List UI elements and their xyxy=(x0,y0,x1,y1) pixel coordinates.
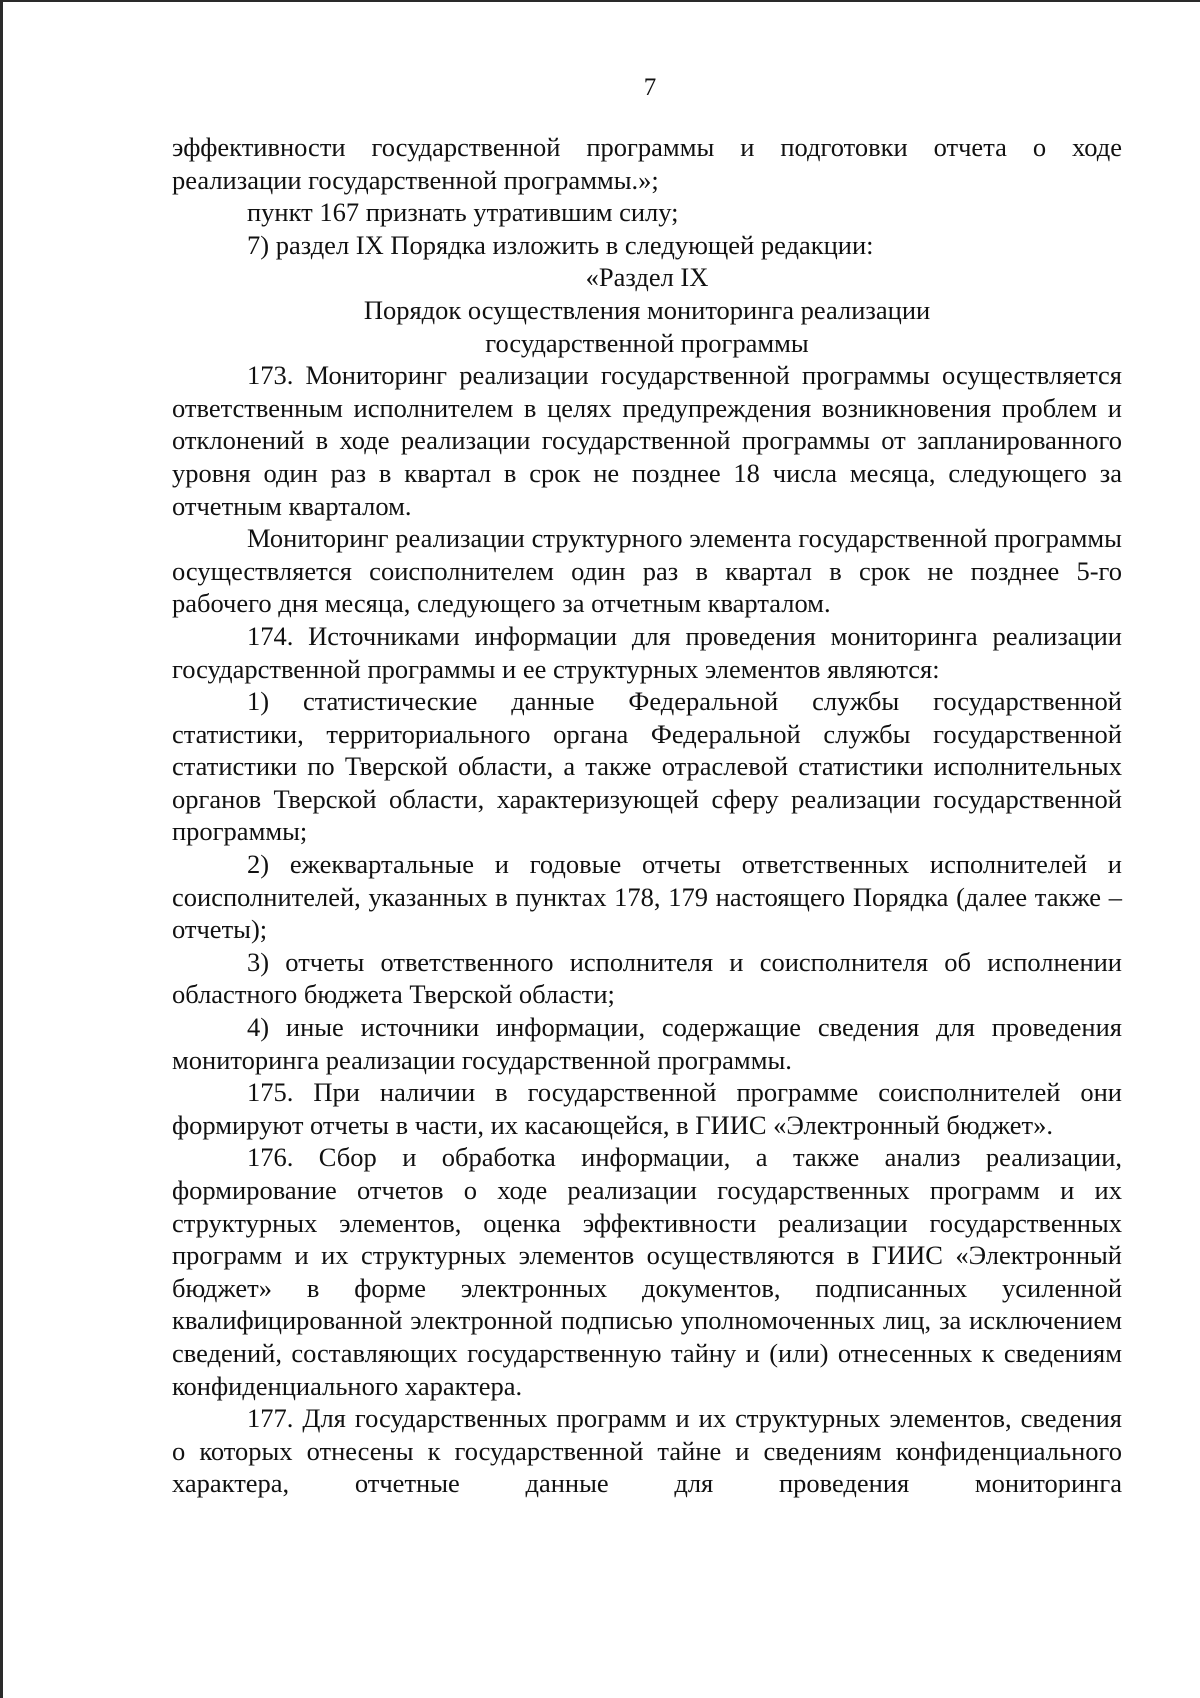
paragraph-continuation: эффективности государственной программы и подготовки отчета о ходе реализации государственной программы.»; xyxy=(172,132,1122,195)
section-heading: «Раздел IX xyxy=(585,262,709,293)
paragraph-174-item-3: 3) отчеты ответственного исполнителя и соисполнителя об исполнении областного бюджета Тверской области; xyxy=(172,946,1122,1010)
paragraph-174: 174. Источниками информации для проведения мониторинга реализации государственной программы и ее структурных элементов являются: xyxy=(172,620,1122,684)
paragraph-item-167: пункт 167 признать утратившим силу; xyxy=(247,197,679,228)
paragraph-177: 177. Для государственных программ и их структурных элементов, сведения о которых отнесены к государственной тайне и сведениям конфиденциального характера, отчетные данные для проведения мониторинга xyxy=(172,1403,1122,1499)
scan-border-left xyxy=(0,0,3,1698)
section-title: Порядок осуществления мониторинга реализации государственной программы xyxy=(363,294,931,358)
paragraph-176: 176. Сбор и обработка информации, а также анализ реализации, формирование отчетов о ходе реализации государственных программ и их структурных элементов, оценка эффективности реализации государственных программ и их структурных элементов осуществляются в ГИИС «Электронный бюджет» в форме электронных документов, подписанных усиленной квалифицированной электронной подписью уполномоченных лиц, за исключением сведений, составляющих государственную тайну и (или) отнесенных к сведениям конфиденциального характера. xyxy=(172,1142,1122,1401)
page-number: 7 xyxy=(643,74,657,101)
paragraph-175: 175. При наличии в государственной программе соисполнителей они формируют отчеты в части, их касающейся, в ГИИС «Электронный бюджет». xyxy=(172,1077,1122,1140)
paragraph-173-monitoring: Мониторинг реализации структурного элемента государственной программы осуществляется соисполнителем один раз в квартал в срок не позднее 5-го рабочего дня месяца, следующего за отчетным кварталом. xyxy=(172,523,1122,619)
paragraph-173: 173. Мониторинг реализации государственной программы осуществляется ответственным исполнителем в целях предупреждения возникновения проблем и отклонений в ходе реализации государственной программы от запланированного уровня один раз в квартал в срок не позднее 18 числа месяца, следующего за отчетным кварталом. xyxy=(172,360,1122,521)
paragraph-174-item-2: 2) ежеквартальные и годовые отчеты ответственных исполнителей и соисполнителей, указанных в пунктах 178, 179 настоящего Порядка (далее также – отчеты); xyxy=(172,849,1122,945)
document-body xyxy=(172,131,1122,1500)
paragraph-item-7: 7) раздел IX Порядка изложить в следующей редакции: xyxy=(247,229,874,260)
paragraph-174-item-4: 4) иные источники информации, содержащие сведения для проведения мониторинга реализации государственной программы. xyxy=(172,1012,1122,1075)
paragraph-174-item-1: 1) статистические данные Федеральной службы государственной статистики, территориального органа Федеральной службы государственной статистики по Тверской области, а также отраслевой статистики исполнительных органов Тверской области, характеризующей сферу реализации государственной программы; xyxy=(172,686,1122,847)
scan-border-top xyxy=(0,0,1200,2)
